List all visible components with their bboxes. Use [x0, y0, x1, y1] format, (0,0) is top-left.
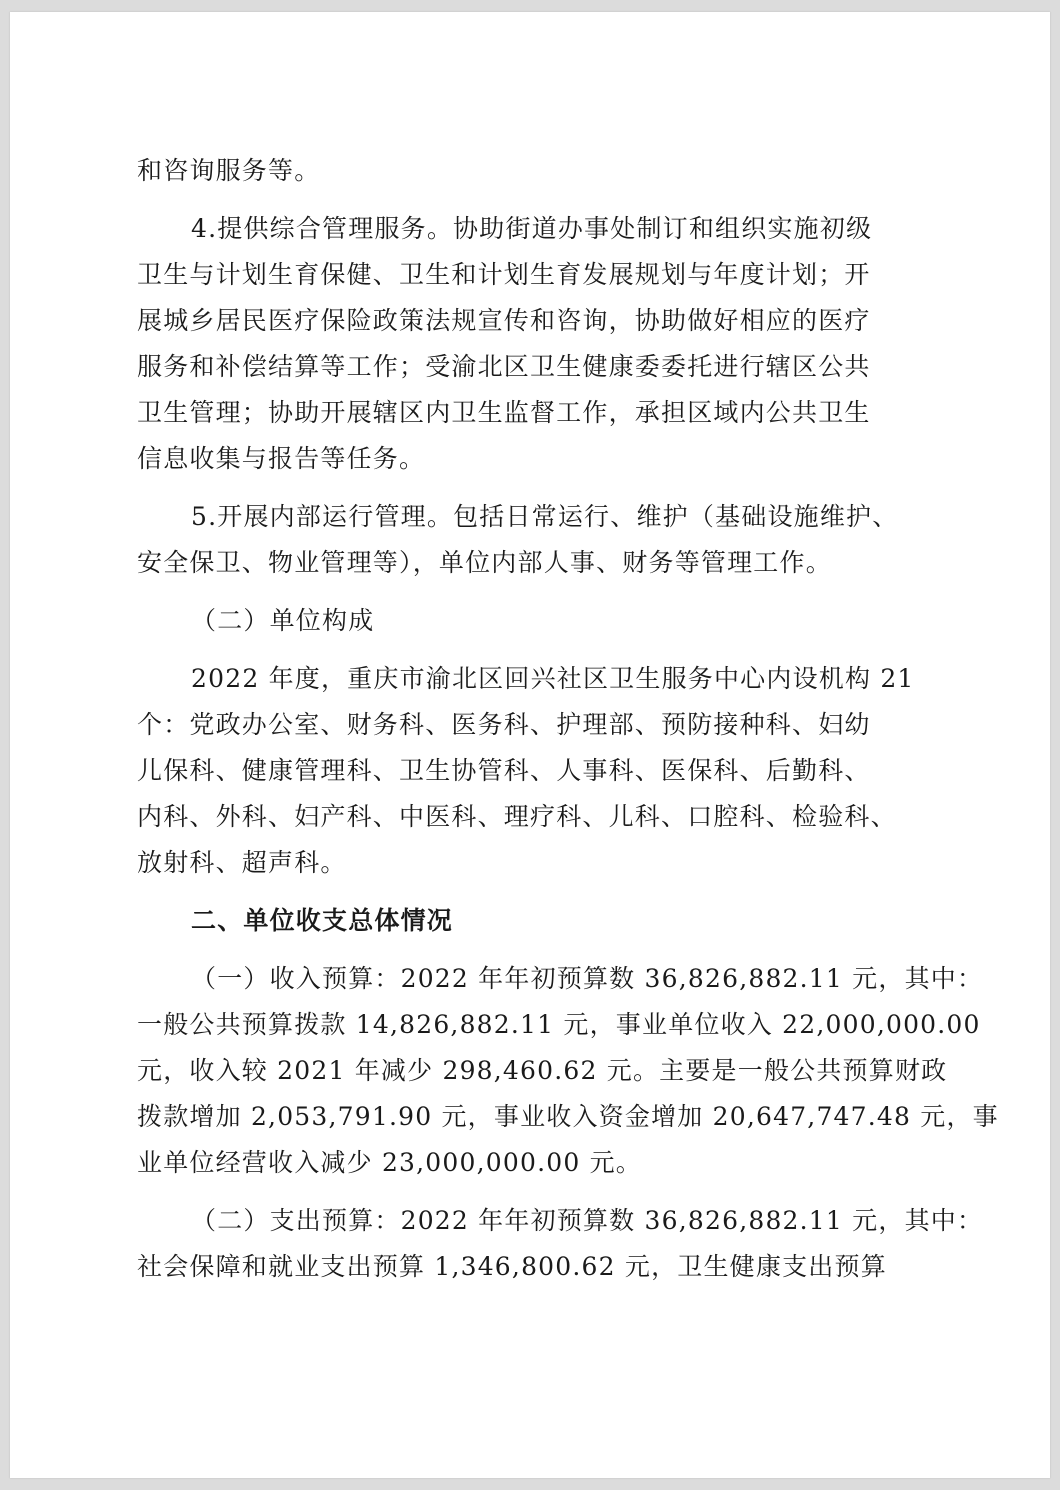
text-line: 服务和补偿结算等工作；受渝北区卫生健康委委托进行辖区公共 — [137, 352, 871, 381]
text-line: 拨款增加 2,053,791.90 元，事业收入资金增加 20,647,747.48 元，事 — [137, 1102, 999, 1131]
text-line: 放射科、超声科。 — [137, 848, 347, 877]
text-line: 一般公共预算拨款 14,826,882.11 元，事业单位收入 22,000,000.00 — [137, 1010, 981, 1039]
section-heading: 二、单位收支总体情况 — [191, 906, 454, 935]
text-line: （二）支出预算：2022 年年初预算数 36,826,882.11 元，其中： — [191, 1206, 984, 1235]
text-line: 5.开展内部运行管理。包括日常运行、维护（基础设施维护、 — [191, 502, 899, 531]
text-line: 卫生管理；协助开展辖区内卫生监督工作，承担区域内公共卫生 — [137, 398, 871, 427]
text-line: 业单位经营收入减少 23,000,000.00 元。 — [137, 1148, 642, 1177]
document-page — [10, 12, 1050, 1478]
text-line: 信息收集与报告等任务。 — [137, 444, 426, 473]
text-line: 卫生与计划生育保健、卫生和计划生育发展规划与年度计划；开 — [137, 260, 871, 289]
document-body — [137, 148, 999, 1290]
text-line: 儿保科、健康管理科、卫生协管科、人事科、医保科、后勤科、 — [137, 756, 871, 785]
text-line: 安全保卫、物业管理等），单位内部人事、财务等管理工作。 — [137, 548, 832, 577]
text-line: 和咨询服务等。 — [137, 156, 321, 185]
section-subheading: （二）单位构成 — [191, 606, 375, 635]
text-line: （一）收入预算：2022 年年初预算数 36,826,882.11 元，其中： — [191, 964, 984, 993]
text-line: 社会保障和就业支出预算 1,346,800.62 元，卫生健康支出预算 — [137, 1252, 887, 1281]
text-line: 个：党政办公室、财务科、医务科、护理部、预防接种科、妇幼 — [137, 710, 871, 739]
text-line: 元，收入较 2021 年减少 298,460.62 元。主要是一般公共预算财政 — [137, 1056, 948, 1085]
text-line: 2022 年度，重庆市渝北区回兴社区卫生服务中心内设机构 21 — [191, 664, 915, 693]
text-line: 展城乡居民医疗保险政策法规宣传和咨询，协助做好相应的医疗 — [137, 306, 871, 335]
text-line: 4.提供综合管理服务。协助街道办事处制订和组织实施初级 — [191, 214, 873, 243]
text-line: 内科、外科、妇产科、中医科、理疗科、儿科、口腔科、检验科、 — [137, 802, 897, 831]
